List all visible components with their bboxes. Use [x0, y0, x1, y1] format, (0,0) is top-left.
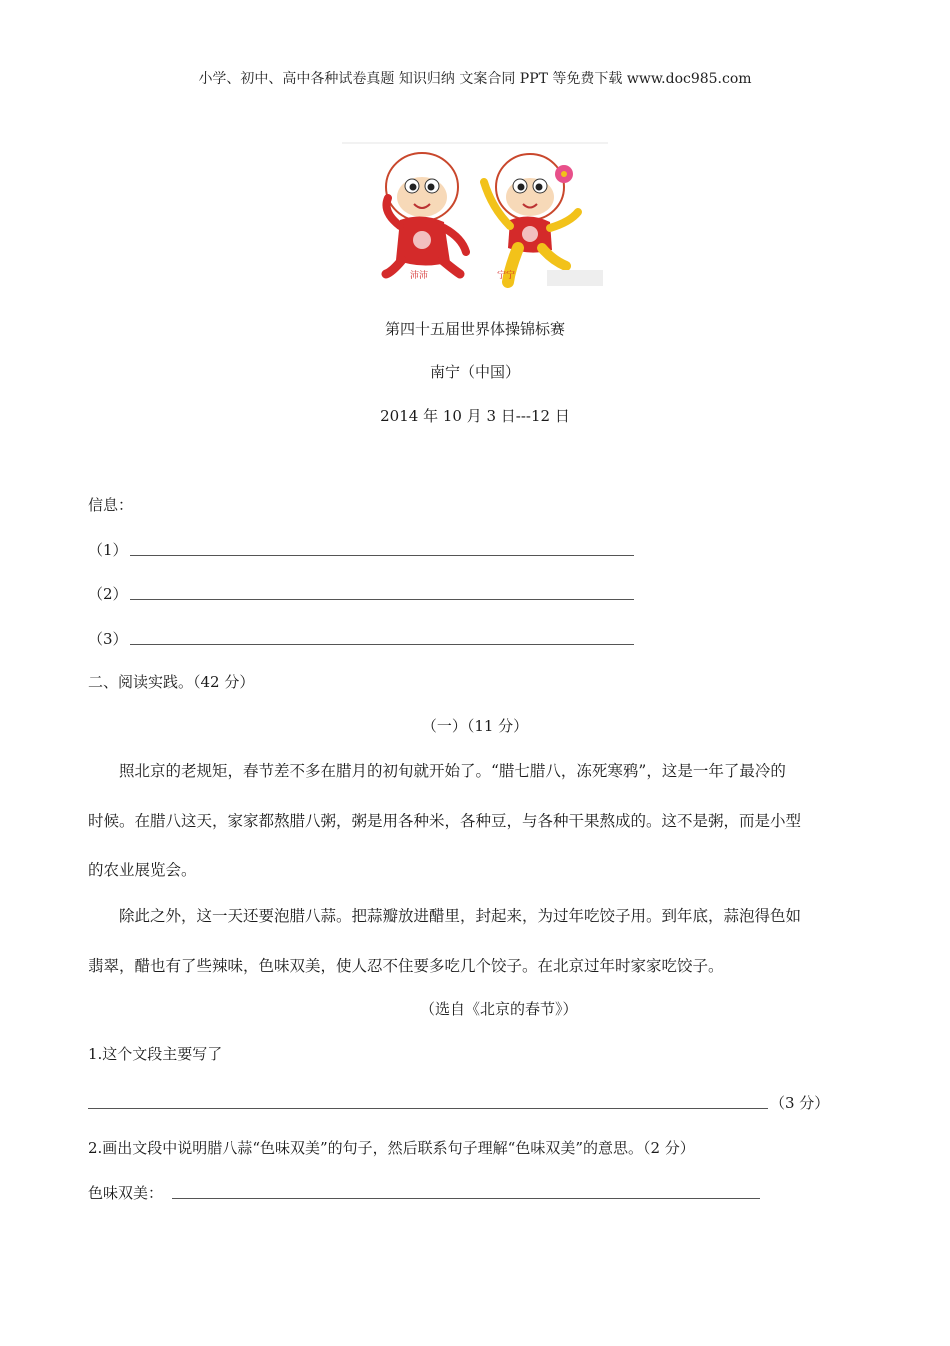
- passage-source: （选自《北京的春节》）: [420, 1000, 578, 1018]
- section-2-title: 二、阅读实践。（42 分）: [88, 673, 255, 691]
- event-dates: 2014 年 10 月 3 日---12 日: [380, 407, 570, 425]
- passage-2-line-2: 翡翠，醋也有了些辣味，色味双美，使人忍不住要多吃几个饺子。在北京过年时家家吃饺子。: [88, 957, 724, 975]
- mascot-left-red-monkey: [386, 153, 466, 274]
- event-location: 南宁（中国）: [429, 363, 520, 381]
- passage-1-subtitle: （一）（11 分）: [421, 717, 529, 735]
- passage-1-line-3: 的农业展览会。: [88, 861, 197, 879]
- passage-2-line-1: 除此之外，这一天还要泡腊八蒜。把蒜瓣放进醋里，封起来，为过年吃饺子用。到年底，蒜泡得色如: [119, 907, 802, 925]
- question-1-score: （3 分）: [770, 1094, 830, 1112]
- info-item-2-label: （2）: [88, 585, 128, 603]
- info-item-3-blank[interactable]: [130, 644, 634, 645]
- mascot-name-right: 宁宁: [497, 271, 516, 281]
- info-item-3-label: （3）: [88, 630, 128, 648]
- passage-1-line-2: 时候。在腊八这天，家家都熬腊八粥，粥是用各种米，各种豆，与各种干果熬成的。这不是粥，而是小型: [88, 812, 802, 830]
- mascot-right-yellow-monkey: [484, 154, 578, 282]
- info-label: 信息：: [88, 496, 134, 514]
- info-item-1-blank[interactable]: [130, 555, 634, 556]
- info-item-1-label: （1）: [88, 541, 128, 559]
- mascot-name-left: 沛沛: [410, 271, 429, 281]
- passage-1-line-1: 照北京的老规矩，春节差不多在腊月的初旬就开始了。“腊七腊八，冻死寒鸦”，这是一年了最冷的: [119, 762, 786, 780]
- info-item-2-blank[interactable]: [130, 599, 634, 600]
- question-2-answer-label: 色味双美：: [88, 1184, 164, 1202]
- question-1-answer-blank[interactable]: [88, 1108, 768, 1109]
- question-2-answer-blank[interactable]: [172, 1198, 760, 1199]
- event-title: 第四十五届世界体操锦标赛: [384, 320, 565, 338]
- question-1-text: 1.这个文段主要写了: [88, 1045, 223, 1063]
- question-2-text: 2.画出文段中说明腊八蒜“色味双美”的句子，然后联系句子理解“色味双美”的意思。（2 分）: [88, 1139, 695, 1157]
- mascot-illustration: [342, 142, 608, 292]
- site-banner: 小学、初中、高中各种试卷真题 知识归纳 文案合同 PPT 等免费下载 www.doc985.com: [198, 71, 752, 87]
